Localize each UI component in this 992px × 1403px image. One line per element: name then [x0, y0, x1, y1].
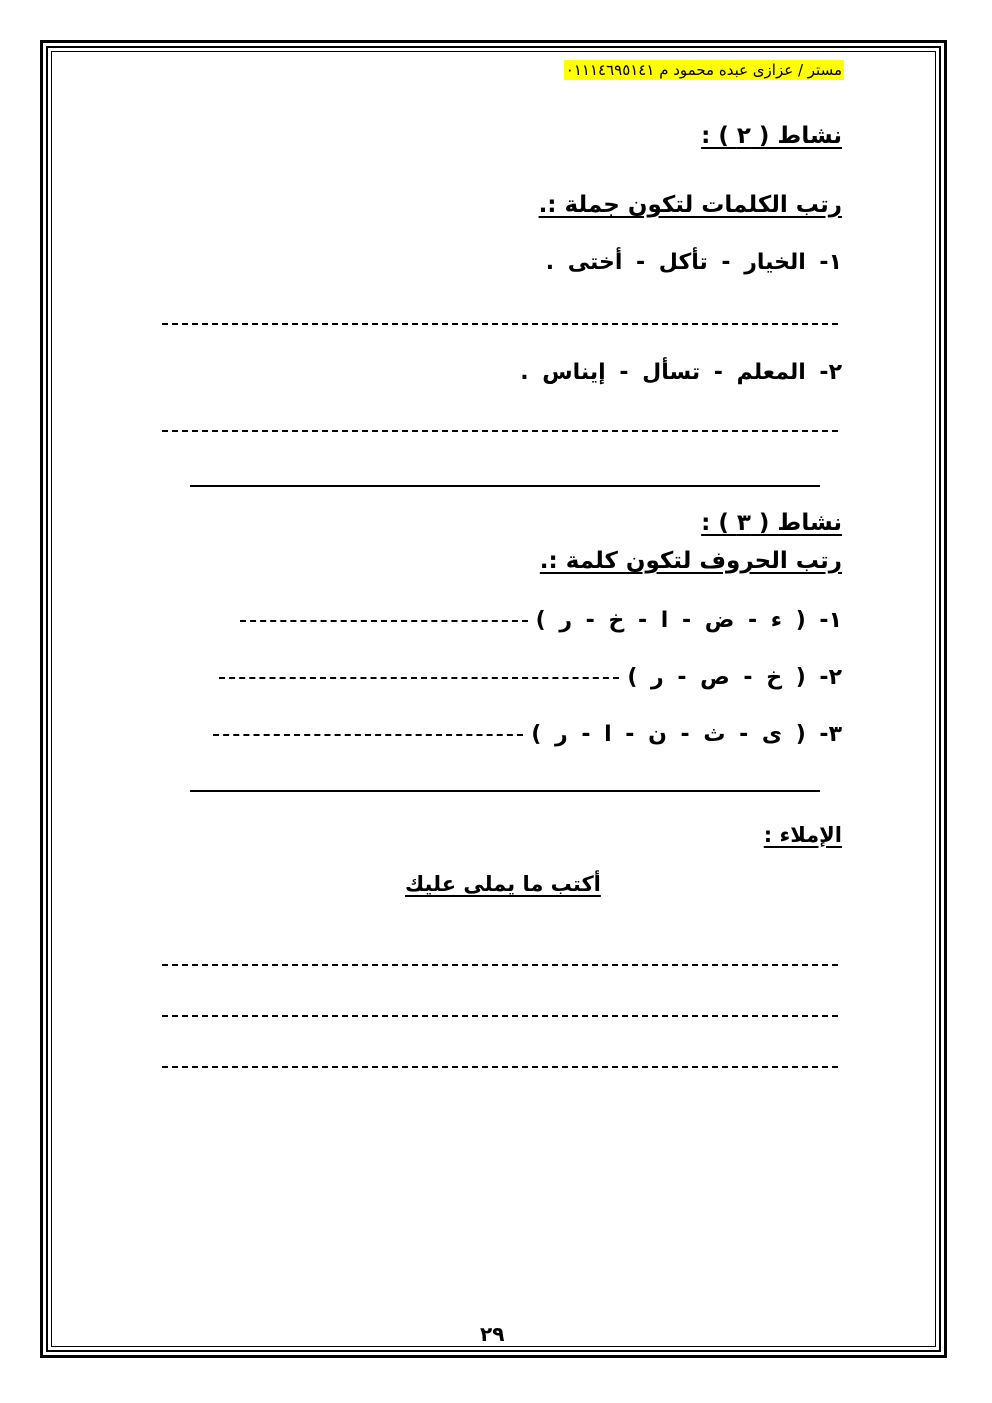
activity-2-instruction: رتب الكلمات لتكون جملة :. [538, 192, 842, 218]
activity-2-title: نشاط ( ٢ ) : [701, 123, 842, 149]
page-border-inner [51, 51, 936, 1347]
page-number: ٢٩ [480, 1322, 505, 1346]
activity-2-item-2: ٢- المعلم - تسأل - إيناس . [520, 360, 842, 385]
answer-line [213, 734, 523, 736]
section-divider [190, 790, 820, 792]
letters-group: ٣- ( ى - ث - ن - ا - ر ) [531, 722, 842, 747]
activity-3-title: نشاط ( ٣ ) : [701, 510, 842, 536]
dictation-title: الإملاء : [763, 823, 842, 847]
answer-line [240, 620, 528, 622]
answer-line [162, 964, 838, 966]
section-divider [190, 485, 820, 487]
activity-3-item-2 [219, 665, 842, 690]
answer-line [219, 677, 619, 679]
answer-line [162, 1066, 838, 1068]
answer-line [162, 430, 838, 432]
activity-3-instruction: رتب الحروف لتكون كلمة :. [539, 548, 842, 574]
teacher-contact-note: مستر / عزازى عبده محمود م ٠١١١٤٦٩٥١٤١ [565, 61, 842, 79]
dictation-instruction: أكتب ما يملى عليك [405, 872, 601, 896]
answer-line [162, 323, 838, 325]
letters-group: ٢- ( خ - ص - ر ) [627, 665, 842, 690]
activity-2-item-1: ١- الخيار - تأكل - أختى . [545, 250, 842, 275]
activity-3-item-3 [213, 722, 842, 747]
activity-3-item-1 [240, 608, 842, 633]
answer-line [162, 1015, 838, 1017]
letters-group: ١- ( ء - ض - ا - خ - ر ) [535, 608, 842, 633]
